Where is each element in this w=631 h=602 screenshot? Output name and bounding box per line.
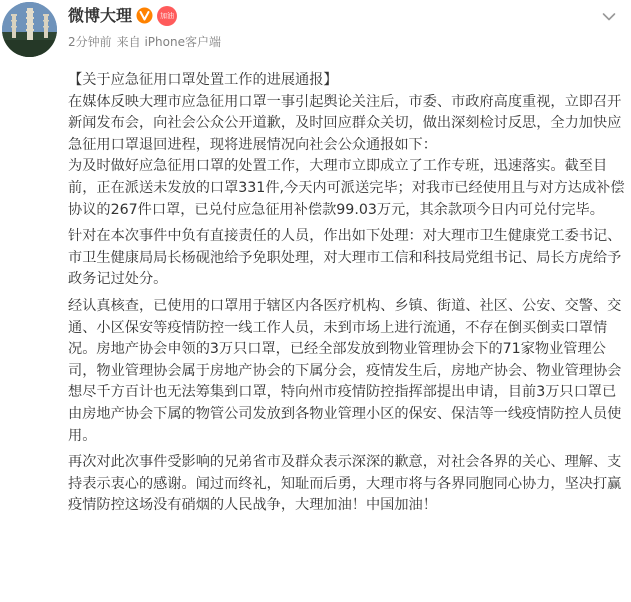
post-paragraph: 针对在本次事件中负有直接责任的人员，作出如下处理：对大理市卫生健康党工委书记、市卫生健康局局长杨砚池给予免职处理，对大理市工信和科技局党组书记、局长方虎给予政务记过处分。 bbox=[68, 228, 622, 288]
verified-v-icon bbox=[136, 7, 153, 24]
post-content bbox=[68, 70, 626, 517]
chevron-down-icon[interactable] bbox=[602, 12, 616, 22]
status-badge: 加油 bbox=[157, 6, 177, 26]
post-paragraph: 再次对此次事件受影响的兄弟省市及群众表示深深的歉意，对社会各界的关心、理解、支持表示衷心的感谢。闻过而终礼，知耻而后勇，大理市将与各界同胞同心协力，坚决打赢疫情防控这场没有硝烟的人民战争，大理加油！中国加油！ bbox=[68, 454, 622, 514]
post-source[interactable]: 来自 iPhone客户端 bbox=[116, 35, 221, 49]
author-name[interactable]: 微博大理 bbox=[68, 6, 133, 25]
post-meta bbox=[68, 34, 221, 50]
post-title: 【关于应急征用口罩处置工作的进展通报】 bbox=[68, 72, 338, 88]
avatar-pagoda-image bbox=[2, 2, 57, 57]
post-paragraph: 在媒体反映大理市应急征用口罩一事引起舆论关注后，市委、市政府高度重视，立即召开新闻发布会，向社会公众公开道歉，及时回应群众关切，做出深刻检讨反思，全力加快应急征用口罩退回进程，现将进展情况向社会公众通报如下： bbox=[68, 93, 622, 153]
avatar[interactable] bbox=[2, 2, 57, 57]
post-paragraph: 经认真核查，已使用的口罩用于辖区内各医疗机构、乡镇、街道、社区、公安、交警、交通、小区保安等疫情防控一线工作人员，未到市场上进行流通，不存在倒买倒卖口罩情况。房地产协会申领的3万只口罩，已经全部发放到物业管理协会下的71家物业管理公司，物业管理协会属于房地产协会的下属分会，疫情发生后，房地产协会、物业管理协会想尽千方百计也无法筹集到口罩，特向州市疫情防控指挥部提出申请，目前3万只口罩已由房地产协会下属的物管公司发放到各物业管理小区的保安、保洁等一线疫情防控人员使用。 bbox=[68, 297, 622, 444]
post-time[interactable]: 2分钟前 bbox=[68, 35, 112, 49]
post-paragraph: 为及时做好应急征用口罩的处置工作，大理市立即成立了工作专班，迅速落实。截至目前，正在派送未发放的口罩331件,今天内可派送完毕；对我市已经使用且与对方达成补偿协议的267件口罩，已兑付应急征用补偿款99.03万元，其余款项今日内可兑付完毕。 bbox=[68, 158, 625, 218]
